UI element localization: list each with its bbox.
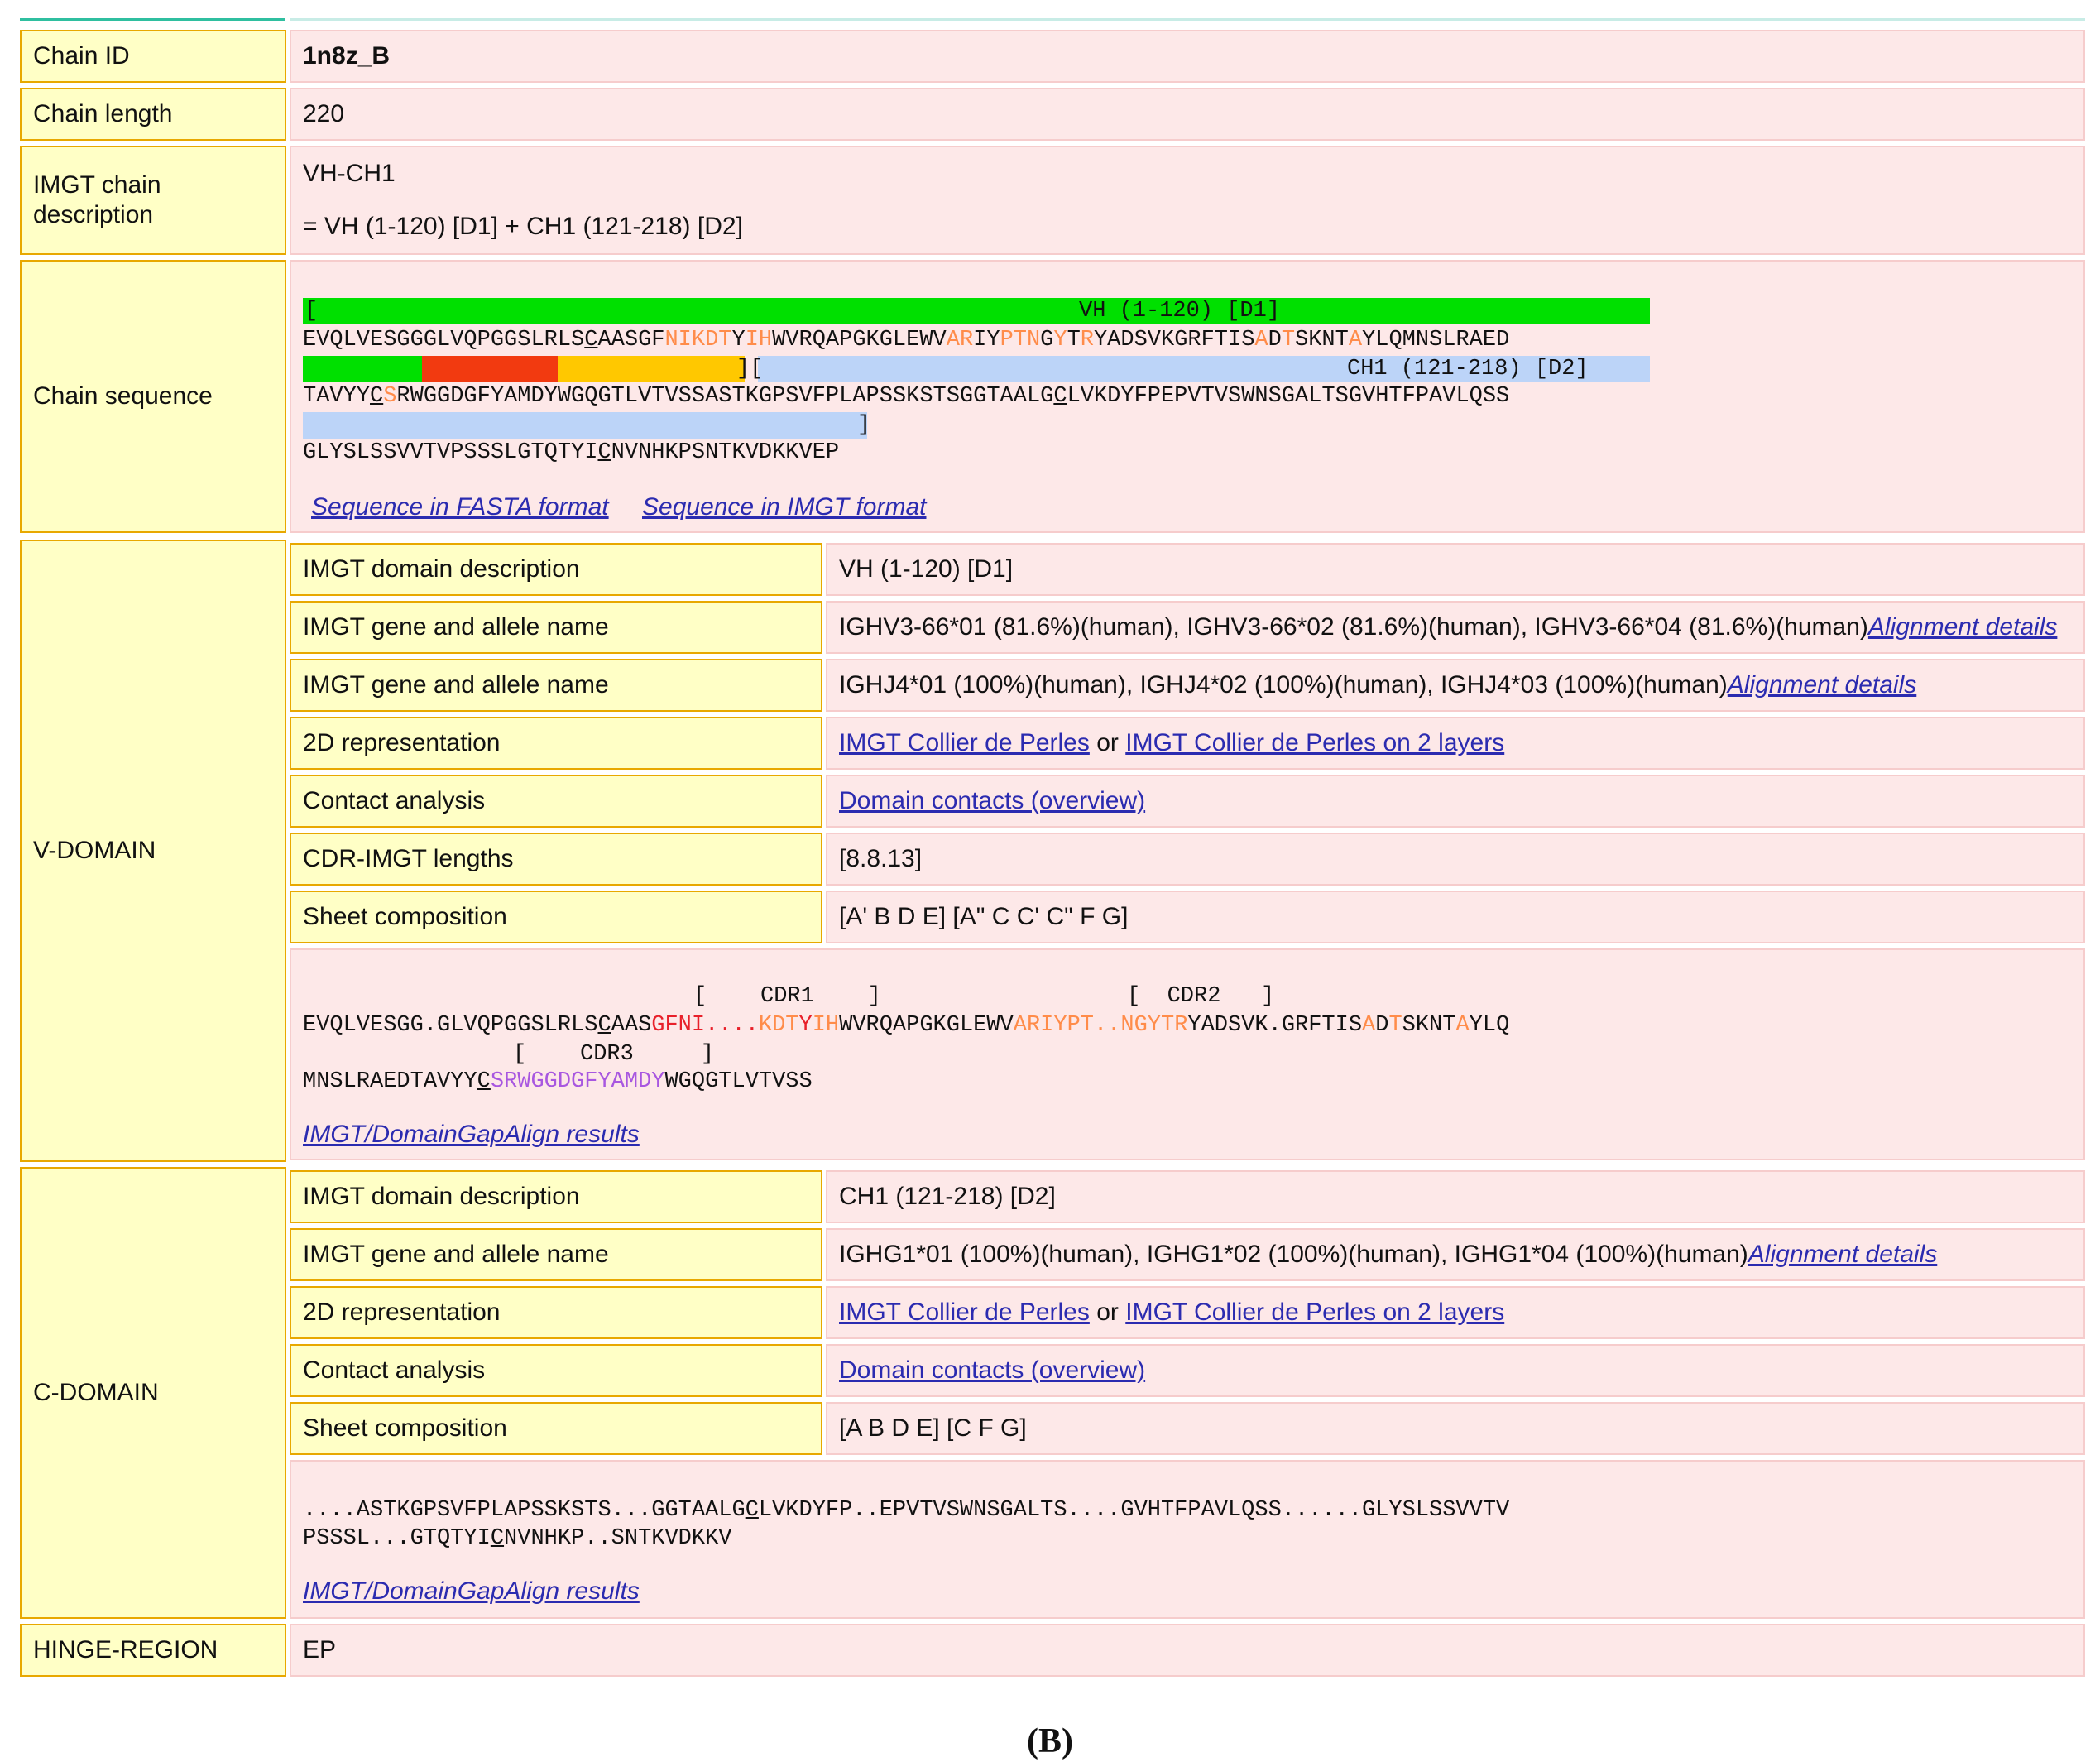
c-row-sheet-composition-label: Sheet composition	[290, 1402, 822, 1455]
chain-length-value: 220	[290, 88, 2085, 141]
collier-de-perles-2-layers-link[interactable]: IMGT Collier de Perles on 2 layers	[1125, 729, 1505, 756]
c-row-sheet-composition-value: [A B D E] [C F G]	[826, 1402, 2085, 1455]
sequence-segment: D	[1375, 1013, 1389, 1038]
c-row-2d-representation-value: IMGT Collier de Perles or IMGT Collier de Perles on 2 layers	[826, 1286, 2085, 1339]
bar1-open-bracket: [	[304, 299, 319, 324]
sequence-segment: IH	[812, 1013, 840, 1038]
framework-bar	[303, 356, 422, 382]
sequence-segment: T	[1388, 1013, 1402, 1038]
collier-de-perles-link[interactable]: IMGT Collier de Perles	[839, 1299, 1090, 1326]
sequence-segment: C	[745, 1498, 759, 1523]
sequence-segment: C	[597, 440, 611, 465]
hinge-region-value: EP	[290, 1624, 2085, 1677]
v-row-gene-allele-j-value: IGHJ4*01 (100%)(human), IGHJ4*02 (100%)(human), IGHJ4*03 (100%)(human) Alignment details	[826, 659, 2085, 712]
sequence-segment: A	[1254, 328, 1268, 353]
sequence-segment: EVQLVESGGGLVQPGGSLRLS	[303, 328, 585, 353]
fasta-format-link[interactable]: Sequence in FASTA format	[311, 493, 609, 521]
sequence-segment: LVKDYFP..EPVTVSWNSGALTS....GVHTFPAVLQSS......GLYSLSSVVTV	[758, 1498, 1510, 1523]
sequence-segment: C	[370, 384, 384, 409]
sequence-segment: C	[584, 328, 598, 353]
c-row-gene-allele-value: IGHG1*01 (100%)(human), IGHG1*02 (100%)(human), IGHG1*04 (100%)(human) Alignment details	[826, 1228, 2085, 1281]
c-domain-label: C-DOMAIN	[20, 1167, 286, 1619]
sequence-segment: C	[597, 1013, 611, 1038]
top-strip	[20, 0, 2085, 20]
sequence-segment: C	[1053, 384, 1067, 409]
imgt-format-link[interactable]: Sequence in IMGT format	[642, 493, 927, 521]
sequence-segment: YADSVK.GRFTIS	[1187, 1013, 1363, 1038]
sequence-segment: Y	[798, 1013, 813, 1038]
sequence-segment: YLQ	[1469, 1013, 1510, 1038]
sequence-segment: AASGF	[597, 328, 665, 353]
v-row-2d-representation-value: IMGT Collier de Perles or IMGT Collier de Perles on 2 layers	[826, 717, 2085, 770]
c-row-2d-representation-label: 2D representation	[290, 1286, 822, 1339]
sequence-segment: WGQGTLVTVSS	[664, 1069, 813, 1094]
sequence-segment: KDT	[758, 1013, 799, 1038]
collier-de-perles-2-layers-link[interactable]: IMGT Collier de Perles on 2 layers	[1125, 1299, 1505, 1326]
domain-contacts-link[interactable]: Domain contacts (overview)	[839, 1356, 1146, 1384]
sequence-segment: GLYSLSSVVTVPSSSLGTQTYI	[303, 440, 598, 465]
v-row-gene-allele-v-label: IMGT gene and allele name	[290, 601, 822, 654]
sequence-segment: NVNHKPSNTKVDKKVEP	[611, 440, 840, 465]
ch1-domain-bar-end	[303, 412, 867, 439]
sequence-line-2	[303, 382, 1509, 410]
sequence-segment: ARIYPT..NGYTR	[1013, 1013, 1188, 1038]
bar3-close-bracket: ]	[857, 413, 871, 438]
alignment-details-link[interactable]: Alignment details	[1748, 1241, 1938, 1268]
hinge-region-label: HINGE-REGION	[20, 1624, 286, 1677]
sequence-segment: AR	[946, 328, 974, 353]
sequence-segment: PTN	[1000, 328, 1041, 353]
v-alignment-line-1	[303, 1011, 1509, 1039]
sequence-segment: WVRQAPGKGLEWV	[839, 1013, 1014, 1038]
sequence-segment: D	[1268, 328, 1282, 353]
sequence-segment: A	[1348, 328, 1363, 353]
v-row-domain-description-label: IMGT domain description	[290, 543, 822, 596]
sequence-line-1	[303, 326, 1509, 354]
v-alignment-line-2	[303, 1068, 813, 1096]
sequence-segment: LVKDYFPEPVTVSWNSGALTSGVHTFPAVLQSS	[1067, 384, 1510, 409]
sequence-segment: NIKDT	[664, 328, 732, 353]
chain-length-label: Chain length	[20, 88, 286, 141]
collier-de-perles-link[interactable]: IMGT Collier de Perles	[839, 729, 1090, 756]
c-row-domain-description-value: CH1 (121-218) [D2]	[826, 1170, 2085, 1223]
cdr-red-bar	[422, 356, 558, 382]
sequence-segment: S	[383, 384, 397, 409]
sequence-segment: IY	[973, 328, 1000, 353]
sequence-segment: A	[1455, 1013, 1470, 1038]
v-row-gene-allele-j-label: IMGT gene and allele name	[290, 659, 822, 712]
sequence-segment: SRWGGDGFYAMDY	[490, 1069, 665, 1094]
v-domaingapalign-results-link[interactable]: IMGT/DomainGapAlign results	[303, 1121, 640, 1148]
sequence-segment: R	[1080, 328, 1094, 353]
c-row-domain-description-label: IMGT domain description	[290, 1170, 822, 1223]
v-row-cdr-lengths-label: CDR-IMGT lengths	[290, 833, 822, 886]
sequence-segment: TAVYY	[303, 384, 371, 409]
c-row-gene-allele-label: IMGT gene and allele name	[290, 1228, 822, 1281]
sequence-segment: WVRQAPGKGLEWV	[772, 328, 947, 353]
chain-sequence-label: Chain sequence	[20, 260, 286, 533]
sequence-segment: ....ASTKGPSVFPLAPSSKSTS...GGTAALG	[303, 1498, 746, 1523]
c-row-contact-analysis-value	[826, 1344, 2085, 1397]
vh-domain-bar	[303, 298, 1650, 324]
figure-caption: (B)	[1027, 1722, 1073, 1760]
sequence-segment: YADSVKGRFTIS	[1093, 328, 1255, 353]
sequence-line-3	[303, 439, 839, 467]
cdr1-header: [ CDR1 ]	[693, 984, 881, 1009]
v-row-2d-representation-label: 2D representation	[290, 717, 822, 770]
sequence-segment: YLQMNSLRAED	[1362, 328, 1510, 353]
v-row-sheet-composition-value: [A' B D E] [A" C C' C" F G]	[826, 891, 2085, 943]
alignment-details-link[interactable]: Alignment details	[1867, 613, 2058, 641]
v-row-contact-analysis-value	[826, 775, 2085, 828]
sequence-segment: AAS	[611, 1013, 652, 1038]
sequence-segment: SKNT	[1402, 1013, 1456, 1038]
alignment-details-link[interactable]: Alignment details	[1727, 671, 1917, 699]
cdr-yellow-bar	[558, 356, 745, 382]
sequence-segment: PSSSL...GTQTYI	[303, 1526, 491, 1551]
chain-description-label: IMGT chain description	[20, 146, 286, 255]
vh-domain-bar-label: VH (1-120) [D1]	[1079, 299, 1281, 324]
v-row-gene-allele-v-value: IGHV3-66*01 (81.6%)(human), IGHV3-66*02 (81.6%)(human), IGHV3-66*04 (81.6%)(human) Alignment details	[826, 601, 2085, 654]
cdr2-header: [ CDR2 ]	[1127, 984, 1275, 1009]
c-alignment-line-1	[303, 1496, 1509, 1524]
sequence-segment: Y	[731, 328, 746, 353]
v-row-domain-description-value: VH (1-120) [D1]	[826, 543, 2085, 596]
ch1-domain-bar-label: CH1 (121-218) [D2]	[1347, 357, 1589, 382]
sequence-segment: RWGGDGFYAMDYWGQGTLVTVSSASTKGPSVFPLAPSSKSTSGGTAALG	[396, 384, 1054, 409]
chain-description-value: VH-CH1 = VH (1-120) [D1] + CH1 (121-218) [D2]	[290, 146, 2085, 255]
sequence-segment: C	[490, 1526, 505, 1551]
sequence-segment: SKNT	[1295, 328, 1349, 353]
v-row-contact-analysis-label: Contact analysis	[290, 775, 822, 828]
sequence-segment: EVQLVESGG.GLVQPGGSLRLS	[303, 1013, 598, 1038]
sequence-segment: A	[1362, 1013, 1376, 1038]
chain-id-value: 1n8z_B	[290, 30, 2085, 83]
domain-contacts-link[interactable]: Domain contacts (overview)	[839, 787, 1146, 814]
c-domaingapalign-results-link[interactable]: IMGT/DomainGapAlign results	[303, 1577, 640, 1605]
bar2-brackets: ][	[736, 357, 764, 382]
sequence-segment: T	[1067, 328, 1081, 353]
sequence-segment: IH	[745, 328, 773, 353]
v-row-sheet-composition-label: Sheet composition	[290, 891, 822, 943]
sequence-segment: T	[1281, 328, 1296, 353]
chain-id-label: Chain ID	[20, 30, 286, 83]
c-row-contact-analysis-label: Contact analysis	[290, 1344, 822, 1397]
c-alignment-line-2	[303, 1524, 732, 1553]
sequence-segment: MNSLRAEDTAVYY	[303, 1069, 477, 1094]
sequence-segment: GFNI....	[651, 1013, 759, 1038]
v-domain-label: V-DOMAIN	[20, 540, 286, 1162]
v-row-cdr-lengths-value: [8.8.13]	[826, 833, 2085, 886]
sequence-segment: NVNHKP..SNTKVDKKV	[504, 1526, 732, 1551]
sequence-segment: Y	[1053, 328, 1067, 353]
sequence-segment: C	[477, 1069, 491, 1094]
sequence-segment: G	[1040, 328, 1054, 353]
cdr3-header: [ CDR3 ]	[513, 1042, 715, 1067]
